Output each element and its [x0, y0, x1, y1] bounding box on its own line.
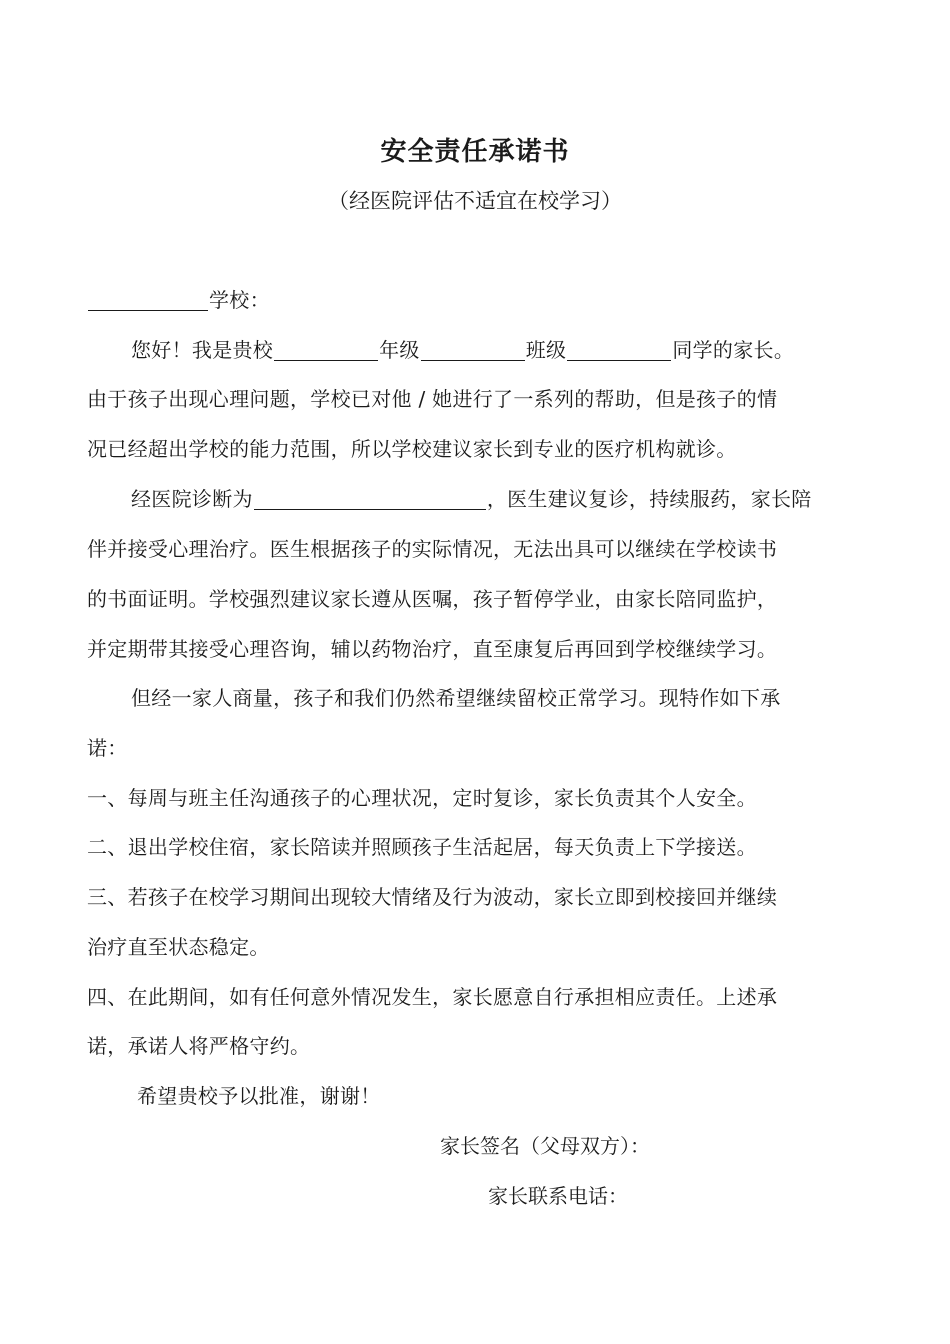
class-blank[interactable] — [421, 336, 525, 361]
document-subtitle: （经医院评估不适宜在校学习） — [328, 189, 622, 213]
diagnosis-blank[interactable] — [254, 485, 486, 510]
grade-label: 年级 — [379, 338, 420, 362]
school-suffix: 学校： — [209, 288, 270, 312]
para1-line1 — [131, 332, 911, 368]
para3-line2: 诺： — [87, 736, 128, 760]
para2-line3: 的书面证明。学校强烈建议家长遵从医嘱，孩子暂停学业，由家长陪同监护， — [87, 587, 778, 611]
commitment-item-4-cont: 诺，承诺人将严格守约。 — [87, 1034, 311, 1058]
diagnosis-label: 经医院诊断为 — [131, 487, 253, 511]
class-label: 班级 — [525, 338, 567, 362]
grade-blank[interactable] — [274, 336, 378, 361]
commitment-item-3-cont: 治疗直至状态稳定。 — [87, 935, 270, 959]
para1-line3: 况已经超出学校的能力范围，所以学校建议家长到专业的医疗机构就诊。 — [87, 437, 737, 461]
para2-line2: 伴并接受心理治疗。医生根据孩子的实际情况，无法出具可以继续在学校读书 — [87, 537, 778, 561]
document-title: 安全责任承诺书 — [380, 137, 570, 167]
commitment-item-1: 一、每周与班主任沟通孩子的心理状况，定时复诊，家长负责其个人安全。 — [87, 786, 757, 810]
greeting-text: 您好！我是贵校 — [131, 338, 274, 362]
para2-line1 — [131, 481, 911, 517]
student-suffix: 同学的家长。 — [672, 338, 795, 362]
commitment-item-2: 二、退出学校住宿，家长陪读并照顾孩子生活起居，每天负责上下学接送。 — [87, 835, 757, 859]
diagnosis-after: ，医生建议复诊，持续服药，家长陪 — [486, 487, 812, 511]
para2-line4: 并定期带其接受心理咨询，辅以药物治疗，直至康复后再回到学校继续学习。 — [87, 637, 778, 661]
salutation-line — [87, 282, 867, 318]
commitment-item-4: 四、在此期间，如有任何意外情况发生，家长愿意自行承担相应责任。上述承 — [87, 985, 778, 1009]
closing-text: 希望贵校予以批准，谢谢！ — [137, 1084, 381, 1108]
school-name-blank[interactable] — [88, 286, 208, 311]
para3-line1: 但经一家人商量，孩子和我们仍然希望继续留校正常学习。现特作如下承 — [131, 686, 781, 710]
parent-signature-field[interactable]: 家长签名（父母双方）： — [440, 1134, 650, 1158]
parent-phone-field[interactable]: 家长联系电话： — [488, 1184, 628, 1208]
student-name-blank[interactable] — [567, 336, 671, 361]
commitment-item-3: 三、若孩子在校学习期间出现较大情绪及行为波动，家长立即到校接回并继续 — [87, 885, 778, 909]
para1-line2: 由于孩子出现心理问题，学校已对他 / 她进行了一系列的帮助，但是孩子的情 — [87, 387, 778, 411]
